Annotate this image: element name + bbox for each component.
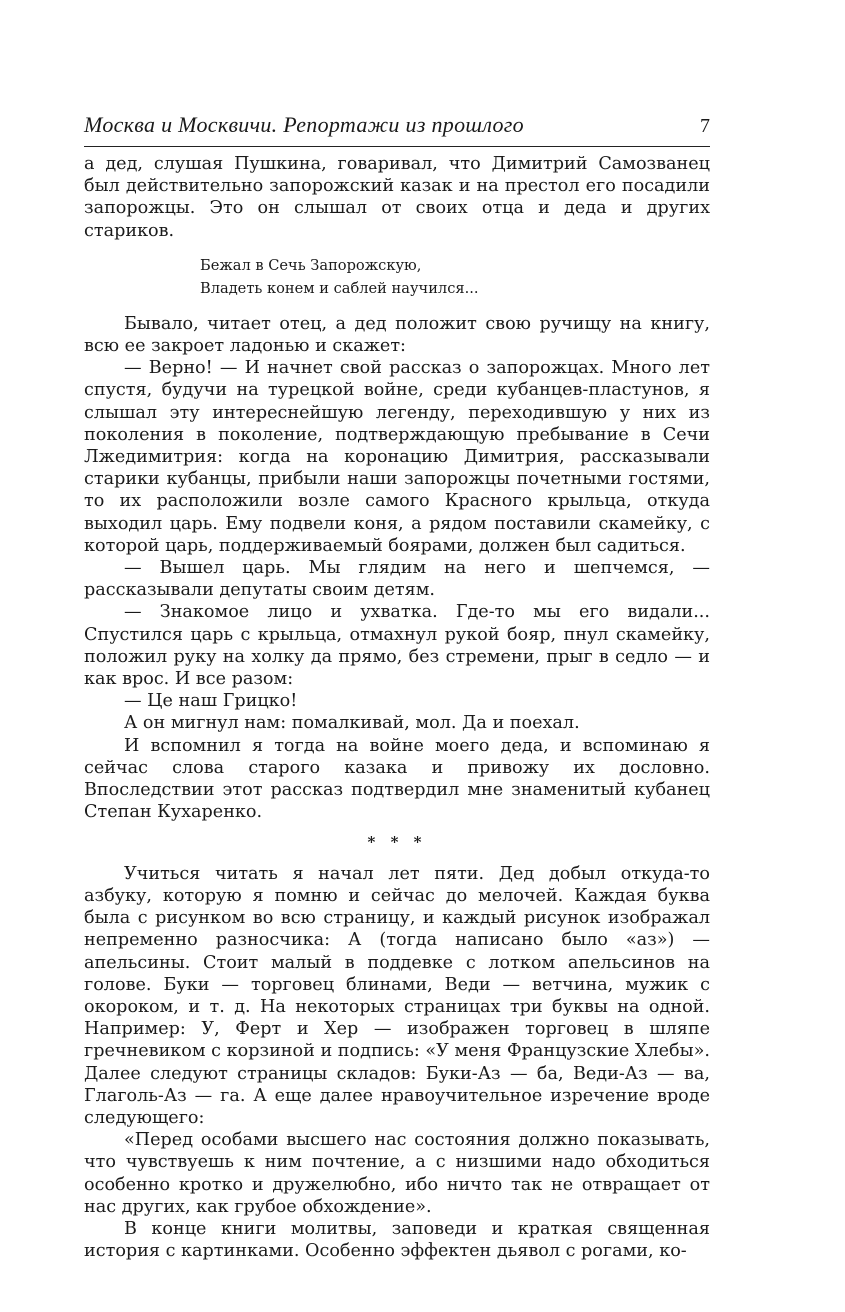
- paragraph: — Це наш Грицко!: [124, 691, 298, 712]
- book-page: [84, 112, 710, 1262]
- running-title: Москва и Москвичи. Репортажи из прошлого: [84, 112, 524, 137]
- verse-quote: [200, 254, 710, 300]
- paragraph: В конце книги молитвы, заповеди и краткая священная история с картинками. Особенно эффектен дьявол с рогами, ко-: [84, 1218, 710, 1262]
- paragraph: Бывало, читает отец, а дед положит свою ручищу на книгу, всю ее закроет ладонью и скажет:: [84, 313, 710, 357]
- body-text: [84, 153, 710, 1262]
- paragraph: — Верно! — И начнет свой рассказ о запорожцах. Много лет спустя, будучи на турецкой войне, среди кубанцев-пластунов, я слышал эту интереснейшую легенду, переходившую у них из поколения в поколение, подтверждающую пребывание в Сечи Лжедимитрия: когда на коронацию Димитрия, рассказывали старики кубанцы, прибыли наши запорожцы почетными гостями, то их расположили возле самого Красного крыльца, откуда выходил царь. Ему подвели коня, а рядом поставили скамейку, с которой царь, поддерживаемый боярами, должен был садиться.: [84, 358, 710, 556]
- paragraph: Учиться читать я начал лет пяти. Дед добыл откуда-то азбуку, которую я помню и сейчас до мелочей. Каждая буква была с рисунком во всю страницу, и каждый рисунок изображал непременно разносчика: А (тогда написано было «аз») — апельсины. Стоит малый в поддевке с лотком апельсинов на голове. Буки — торговец блинами, Веди — ветчина, мужик с окороком, и т. д. На некоторых страницах три буквы на одной. Например: У, Ферт и Хер — изображен торговец в шляпе гречневиком с корзиной и подпись: «У меня Французские Хлебы». Далее следуют страницы складов: Буки-Аз — ба, Веди-Аз — ва, Глаголь-Аз — га. А еще далее нравоучительное изречение вроде следующего:: [84, 863, 710, 1128]
- paragraph: И вспомнил я тогда на войне моего деда, и вспоминаю я сейчас слова старого казака и привожу их дословно. Впоследствии этот рассказ подтвердил мне знаменитый кубанец Степан Кухаренко.: [84, 735, 710, 823]
- page-number: 7: [700, 115, 710, 137]
- verse-line: Владеть конем и саблей научился...: [200, 279, 479, 297]
- section-separator: * * *: [367, 833, 427, 852]
- paragraph: — Знакомое лицо и ухватка. Где-то мы его видали... Спустился царь с крыльца, отмахнул рукой бояр, пнул скамейку, положил руку на холку да прямо, без стремени, прыг в седло — и как врос. И все разом:: [84, 602, 710, 690]
- paragraph: «Перед особами высшего нас состояния должно показывать, что чувствуешь к ним почтение, а с низшими надо обходиться особенно кротко и дружелюбно, ибо ничто так не отвращает от нас других, как грубое обхождение».: [84, 1130, 710, 1217]
- paragraph: — Вышел царь. Мы глядим на него и шепчемся, — рассказывали депутаты своим детям.: [84, 558, 710, 601]
- paragraph: А он мигнул нам: помалкивай, мол. Да и поехал.: [124, 713, 580, 734]
- paragraph: а дед, слушая Пушкина, говаривал, что Димитрий Самозванец был действительно запорожский казак и на престол его посадили запорожцы. Это он слышал от своих отца и деда и других стариков.: [84, 154, 710, 241]
- verse-line: Бежал в Сечь Запорожскую,: [200, 256, 422, 274]
- running-header: [84, 112, 710, 147]
